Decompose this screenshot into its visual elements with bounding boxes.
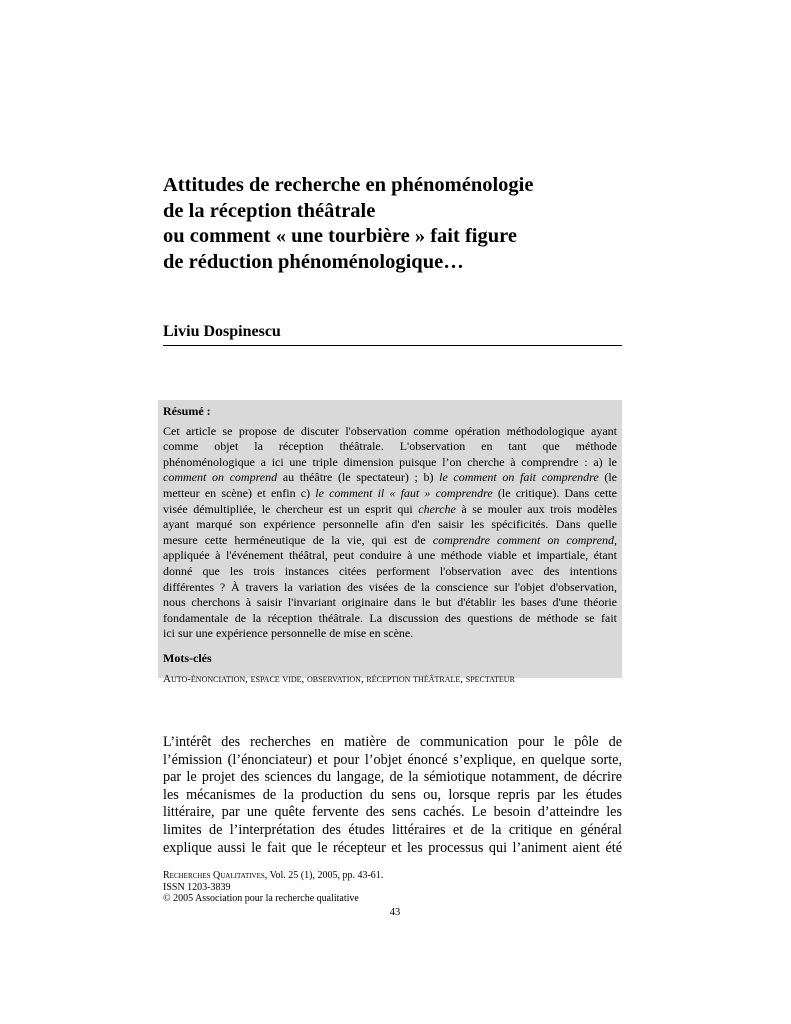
abstract-line xyxy=(163,548,617,564)
abstract-line xyxy=(163,455,617,471)
abstract-segment: au théâtre (le spectateur) ; b) xyxy=(277,470,440,485)
abstract-segment: ayant marqué son expérience personnelle afin d'en saisir les spécificités. Dans quelle xyxy=(163,517,617,532)
abstract-segment: fondamentale de la réception théâtrale. La discussion des questions de méthode se fait xyxy=(163,610,617,625)
abstract-line xyxy=(163,611,617,627)
copyright: © 2005 Association pour la recherche qualitative xyxy=(163,893,359,905)
abstract-segment: différentes ? À travers la variation des visées de la conscience sur l'objet d'observation, xyxy=(163,579,617,594)
issn: ISSN 1203-3839 xyxy=(163,881,231,893)
abstract-italic-segment: comment on comprend xyxy=(163,470,278,485)
body-line: limites de l’interprétation des études littéraires et de la critique en général xyxy=(163,821,622,838)
abstract-italic-segment: le comment on fait comprendre xyxy=(439,470,599,485)
abstract-segment: donné que les trois instances citées performent l'observation avec des intentions xyxy=(163,563,617,578)
abstract-segment: à se mouler aux trois modèles xyxy=(455,501,618,516)
journal-citation xyxy=(163,870,622,882)
abstract-segment: Cet article se propose de discuter l'observation comme opération méthodologique ayant xyxy=(163,423,617,438)
abstract-segment: , xyxy=(613,532,617,547)
body-line: par le projet des sciences du langage, de la sémiotique notamment, de décrire xyxy=(163,769,622,786)
abstract-text xyxy=(163,424,617,642)
body-line: L’intérêt des recherches en matière de communication pour le pôle de xyxy=(163,734,622,750)
abstract-line xyxy=(163,439,617,455)
body-line: explique aussi le fait que le récepteur et les processus qui l’animent aient été xyxy=(163,839,622,856)
abstract-line xyxy=(163,486,617,502)
article-title xyxy=(163,173,633,275)
abstract-segment: ici sur une expérience personnelle de mise en scène. xyxy=(163,626,414,641)
title-line: de la réception théâtrale xyxy=(163,199,376,222)
abstract-line xyxy=(163,533,617,549)
abstract-segment: nous cherchons à saisir l'invariant originaire dans le but d'établir les bases d'une théorie xyxy=(163,595,617,610)
abstract-segment: visée démultipliée, le chercheur est un esprit qui xyxy=(163,501,419,516)
abstract-segment: mesure cette herméneutique de la vie, qui est de xyxy=(163,532,433,547)
keywords-list: Auto-énonciation, espace vide, observation, réception théâtrale, spectateur xyxy=(163,672,515,685)
abstract-line xyxy=(163,424,617,440)
abstract-line xyxy=(163,517,617,533)
author-name: Liviu Dospinescu xyxy=(163,322,622,346)
title-line: ou comment « une tourbière » fait figure xyxy=(163,225,517,247)
abstract-segment: comme objet la réception théâtrale. L'observation en tant que méthode xyxy=(163,439,617,454)
abstract-italic-segment: le comment il « faut » comprendre xyxy=(315,485,493,500)
abstract-line xyxy=(163,595,617,611)
abstract-segment: (le critique). Dans cette xyxy=(492,485,617,500)
body-line: les mécanismes de la production du sens ou, lorsque repris par les études xyxy=(163,786,622,803)
abstract-line xyxy=(163,626,617,642)
body-line: l’émission (l’énonciateur) et pour l’objet énoncé s’explique, en quelque sorte, xyxy=(163,751,622,768)
abstract-line xyxy=(163,564,617,580)
abstract-segment: metteur en scène) et enfin c) xyxy=(163,485,316,500)
journal-name: Recherches Qualitatives xyxy=(163,870,265,881)
title-line: Attitudes de recherche en phénoménologie xyxy=(163,174,534,196)
keywords-heading: Mots-clés xyxy=(163,650,212,665)
abstract-segment: appliquée à l'événement théâtral, peut conduire à une méthode viable et impartiale, étant xyxy=(163,548,617,563)
body-line: littéraire, par une quête fervente des sens cachés. Le besoin d’atteindre les xyxy=(163,804,622,821)
abstract-italic-segment: cherche xyxy=(418,501,456,516)
title-line: de réduction phénoménologique… xyxy=(163,250,464,273)
abstract-heading: Résumé : xyxy=(163,404,211,418)
abstract-line xyxy=(163,580,617,596)
abstract-italic-segment: comprendre comment on comprend xyxy=(432,532,614,547)
abstract-segment: (le xyxy=(598,470,618,485)
footer-citation xyxy=(163,870,622,905)
abstract-box xyxy=(158,400,622,685)
abstract-segment: phénoménologique a ici une triple dimension puisque l’on cherche à comprendre : a) le xyxy=(163,454,617,469)
abstract-line xyxy=(163,502,617,518)
abstract-line xyxy=(163,470,617,486)
page-number: 43 xyxy=(389,907,401,918)
citation-details: , Vol. 25 (1), 2005, pp. 43-61. xyxy=(264,870,384,881)
body-paragraph xyxy=(163,734,622,857)
